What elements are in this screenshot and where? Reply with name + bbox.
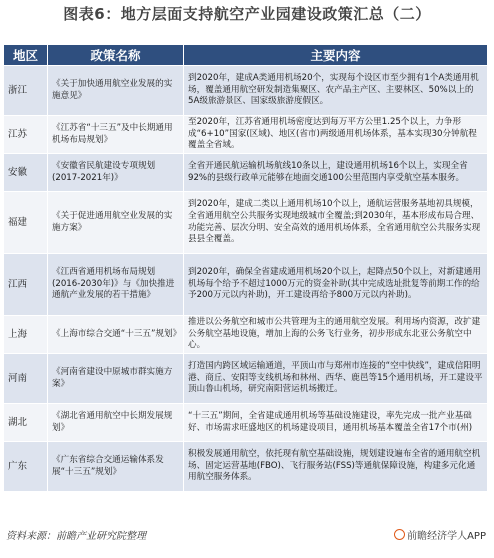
- policy-name-cell: 《江西省通用机场布局规划(2016-2030年)》与《加快推进通航产业发展的若干措施》: [48, 254, 184, 316]
- content-cell: 推进以公务航空和城市公共管理为主的通用航空发展。利用场内资源，改扩建公务航空基地设施，增加上海的公务飞行业务，初步形成东北亚公务航空中心。: [184, 316, 488, 354]
- page-title: 图表6：地方层面支持航空产业园建设政策汇总（二）: [63, 5, 431, 23]
- region-cell: 广东: [4, 442, 48, 492]
- content-cell: 全省开通民航运输机场航线10条以上，建设通用机场16个以上，实现全省92%的县级行政单元能够在地面交通100公里范围内享受航空基本服务。: [184, 154, 488, 192]
- content-cell: 积极发展通用航空，依托现有航空基础设施，规划建设遍布全省的通用航空机场、固定运营基地(FBO)、飞行服务站(FSS)等通航保障设施，构建多元化通用航空服务体系。: [184, 442, 488, 492]
- table-row: [4, 116, 488, 154]
- brand-logo-icon: [394, 529, 405, 540]
- policy-name-cell: 《广东省综合交通运输体系发展“十三五”规划》: [48, 442, 184, 492]
- content-cell: 到2020年，确保全省建成通用机场20个以上，起降点50个以上，对新建通用机场每个给予不超过1000万元的资金补助(其中完成选址批复等前期工作的给予200万元以内补助)，开工建设再给予800万元以内补助)。: [184, 254, 488, 316]
- region-cell: 浙江: [4, 66, 48, 116]
- content-cell: 至2020年，江苏省通用机场密度达到每万平方公里1.25个以上，力争形成“6+10”国家(区域)、地区(省市)两级通用机场体系，基本实现30分钟航程覆盖全省域。: [184, 116, 488, 154]
- region-cell: 河南: [4, 354, 48, 404]
- policy-name-cell: 《江苏省“十三五”及中长期通用机场布局规划》: [48, 116, 184, 154]
- region-cell: 安徽: [4, 154, 48, 192]
- region-cell: 福建: [4, 192, 48, 254]
- table-row: [4, 192, 488, 254]
- policy-name-cell: 《关于加快通用航空业发展的实施意见》: [48, 66, 184, 116]
- region-cell: 上海: [4, 316, 48, 354]
- content-cell: 到2020年，建成A类通用机场20个，实现每个设区市至少拥有1个A类通用机场，覆盖通用航空研发制造集聚区、农产品主产区、主要林区、50%以上的5A级旅游景区、国家级旅游度假区。: [184, 66, 488, 116]
- table-row: [4, 154, 488, 192]
- policy-name-cell: 《关于促进通用航空业发展的实施方案》: [48, 192, 184, 254]
- table-header-row: [4, 45, 488, 66]
- table-row: [4, 354, 488, 404]
- column-header-region: 地区: [4, 45, 48, 66]
- policy-name-cell: 《上海市综合交通“十三五”规划》: [48, 316, 184, 354]
- table-row: [4, 404, 488, 442]
- source-note: 资料来源：前瞻产业研究院整理: [6, 531, 146, 542]
- table-row: [4, 316, 488, 354]
- region-cell: 江苏: [4, 116, 48, 154]
- column-header-content: 主要内容: [184, 45, 488, 66]
- policy-name-cell: 《湖北省通用航空中长期发展规划》: [48, 404, 184, 442]
- table-row: [4, 254, 488, 316]
- content-cell: “十三五”期间，全省建成通用机场等基础设施建设，率先完成一批产业基础好、市场需求旺盛地区的机场建设项目，通用机场基本覆盖全省17个市(州): [184, 404, 488, 442]
- content-cell: 打造国内跨区域运输通道，平顶山市与郑州市连接的“空中快线”，建成信阳明港、商丘、安阳等支线机场和林州、西华、鹿邑等15个通用机场，开工建设平顶山鲁山机场，研究南阳营运机场搬迁。: [184, 354, 488, 404]
- column-header-policy: 政策名称: [48, 45, 184, 66]
- policy-name-cell: 《安徽省民航建设专项规划(2017-2021年)》: [48, 154, 184, 192]
- content-cell: 到2020年，建成二类以上通用机场10个以上，通航运营服务基地初具规模，全省通用航空公共服务实现地级城市全覆盖;到2030年，基本形成布局合理、功能完善、层次分明、安全高效的通用机场体系，全省通用航空公共服务实现县县全覆盖。: [184, 192, 488, 254]
- brand-label: 前瞻经济学人APP: [407, 531, 486, 542]
- region-cell: 江西: [4, 254, 48, 316]
- table-row: [4, 66, 488, 116]
- policy-name-cell: 《河南省建设中原城市群实施方案》: [48, 354, 184, 404]
- policy-table: [3, 44, 488, 492]
- region-cell: 湖北: [4, 404, 48, 442]
- table-row: [4, 442, 488, 492]
- brand-credit: [394, 527, 486, 542]
